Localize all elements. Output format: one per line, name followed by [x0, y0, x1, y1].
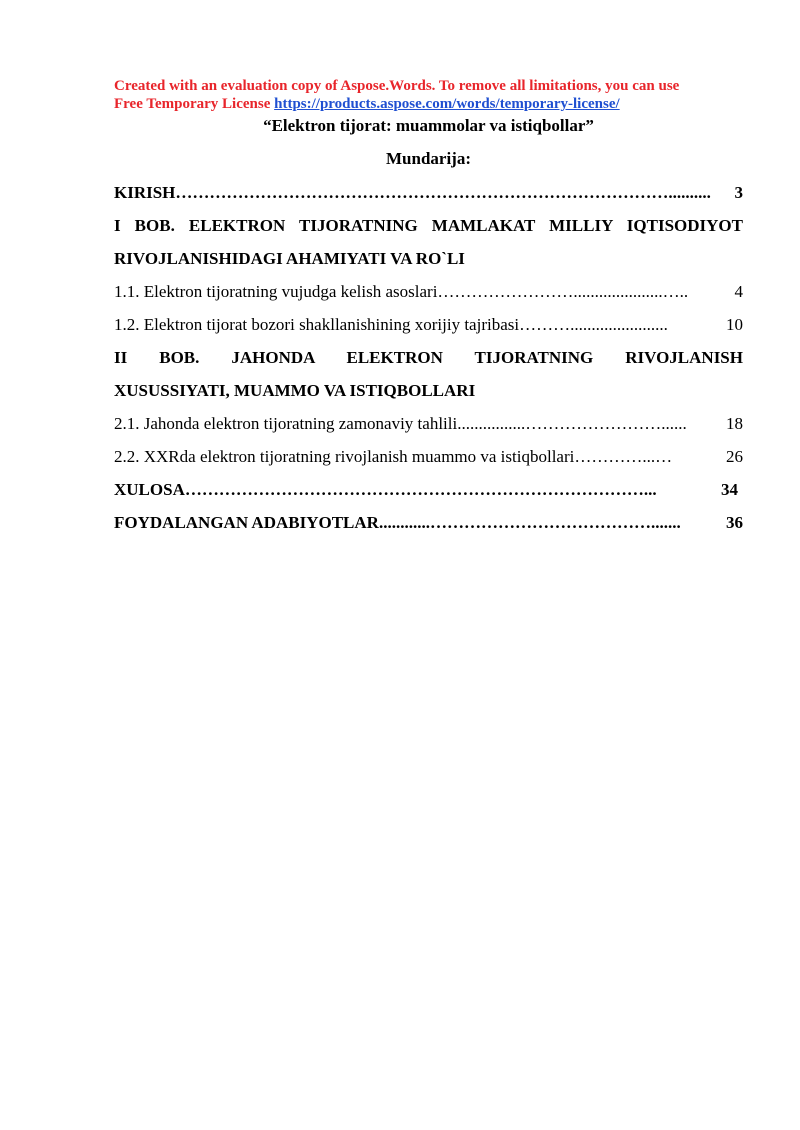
toc-entry-chapter-1[interactable]: [114, 209, 743, 275]
toc-chapter-2-line-2: XUSUSSIYATI, MUAMMO VA ISTIQBOLLARI: [114, 381, 476, 400]
toc-entry-label: XULOSA: [114, 480, 185, 499]
toc-entry-label: KIRISH: [114, 183, 176, 202]
toc-entry-section-2-1[interactable]: [114, 407, 743, 440]
watermark-line-1: Created with an evaluation copy of Aspose.Words. To remove all limitations, you can use: [114, 78, 680, 94]
watermark-line-2: [114, 95, 744, 113]
toc-page-number: 34: [721, 480, 738, 499]
toc-entry-label: 1.2. Elektron tijorat bozori shakllanishining xorijiy tajribasi: [114, 315, 520, 334]
toc-leader-dots: ............………………………………….......: [378, 513, 681, 532]
toc-leader-dots: ……….......................: [519, 315, 668, 334]
toc-chapter-1-line-2: RIVOJLANISHIDAGI AHAMIYATI VA RO`LI: [114, 249, 465, 268]
watermark-license-text: Free Temporary License: [114, 96, 275, 112]
toc-entry-label: 1.1. Elektron tijoratning vujudga kelish asoslari: [114, 282, 438, 301]
toc-page-number: 3: [734, 183, 743, 202]
toc-leader-dots: …………………….....................…..: [437, 282, 689, 301]
toc-page-number: 10: [726, 315, 743, 334]
toc-leader-dots: ……………………………………………………………………………..........: [175, 183, 711, 202]
toc-leader-dots: …………...…: [574, 447, 673, 466]
toc-chapter-2-line-1: II BOB. JAHONDA ELEKTRON TIJORATNING RIVOJLANISH: [114, 348, 743, 367]
toc-page-number: 26: [726, 447, 743, 466]
toc-entry-section-2-2[interactable]: [114, 440, 743, 473]
toc-entry-xulosa[interactable]: [114, 473, 743, 506]
toc-page-number: 4: [734, 282, 743, 301]
table-of-contents: [114, 176, 743, 539]
toc-entry-section-1-1[interactable]: [114, 275, 743, 308]
toc-chapter-1-line-1: I BOB. ELEKTRON TIJORATNING MAMLAKAT MILLIY IQTISODIYOT: [114, 216, 743, 235]
toc-entry-label: 2.1. Jahonda elektron tijoratning zamonaviy tahlili: [114, 414, 458, 433]
document-title: “Elektron tijorat: muammolar va istiqbollar”: [263, 116, 594, 135]
toc-entry-foydalangan-adabiyotlar[interactable]: [114, 506, 743, 539]
toc-leader-dots: ................……………………......: [457, 414, 687, 433]
toc-entry-label: FOYDALANGAN ADABIYOTLAR: [114, 513, 379, 532]
evaluation-watermark: [114, 77, 744, 113]
temporary-license-link[interactable]: https://products.aspose.com/words/temporary-license/: [274, 96, 620, 112]
toc-entry-section-1-2[interactable]: [114, 308, 743, 341]
toc-page-number: 36: [726, 513, 743, 532]
toc-entry-label: 2.2. XXRda elektron tijoratning rivojlanish muammo va istiqbollari: [114, 447, 575, 466]
toc-entry-chapter-2[interactable]: [114, 341, 743, 407]
toc-leader-dots: ………………………………………………………………………...: [184, 480, 657, 499]
toc-heading: Mundarija:: [386, 149, 471, 168]
toc-page-number: 18: [726, 414, 743, 433]
toc-entry-kirish[interactable]: [114, 176, 743, 209]
